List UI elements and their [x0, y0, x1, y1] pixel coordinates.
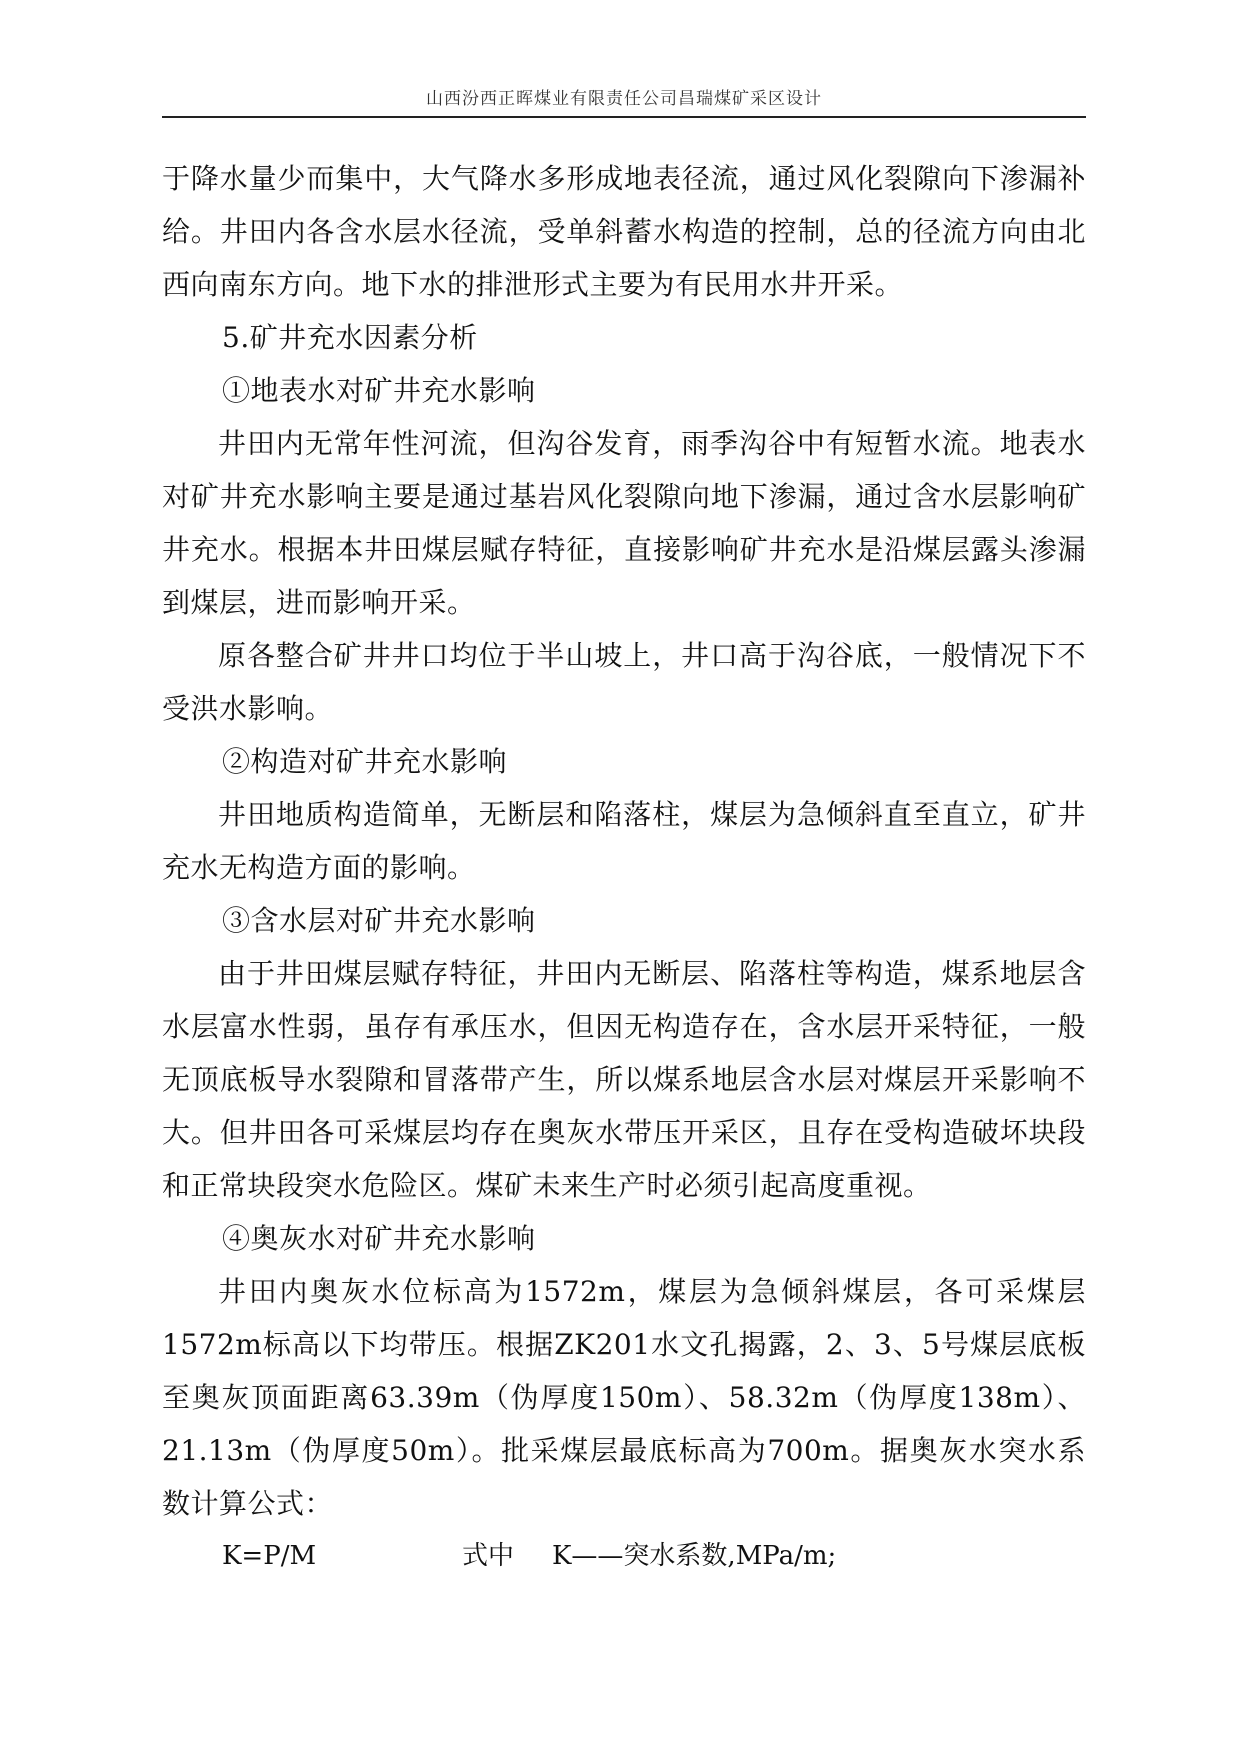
page-header	[162, 86, 1086, 118]
paragraph: 井田内无常年性河流，但沟谷发育，雨季沟谷中有短暂水流。地表水对矿井充水影响主要是通过基岩风化裂隙向地下渗漏，通过含水层影响矿井充水。根据本井田煤层赋存特征，直接影响矿井充水是沿煤层露头渗漏到煤层，进而影响开采。	[162, 427, 1086, 619]
paragraph: 于降水量少而集中，大气降水多形成地表径流，通过风化裂隙向下渗漏补给。井田内各含水层水径流，受单斜蓄水构造的控制，总的径流方向由北西向南东方向。地下水的排泄形式主要为有民用水井开采。	[162, 162, 1086, 301]
header-title: 山西汾西正晖煤业有限责任公司昌瑞煤矿采区设计	[426, 89, 822, 109]
formula-expression: K=P/M	[222, 1541, 317, 1571]
paragraph: 井田地质构造简单，无断层和陷落柱，煤层为急倾斜直至直立，矿井充水无构造方面的影响。	[162, 798, 1086, 884]
subsection-heading: ③含水层对矿井充水影响	[222, 904, 536, 937]
formula-label: 式中	[462, 1541, 515, 1571]
paragraph: 由于井田煤层赋存特征，井田内无断层、陷落柱等构造，煤系地层含水层富水性弱，虽存有承压水，但因无构造存在，含水层开采特征，一般无顶底板导水裂隙和冒落带产生，所以煤系地层含水层对煤层开采影响不大。但井田各可采煤层均存在奥灰水带压开采区，且存在受构造破坏块段和正常块段突水危险区。煤矿未来生产时必须引起高度重视。	[162, 957, 1086, 1202]
document-body	[162, 152, 1086, 1583]
subsection-heading: ①地表水对矿井充水影响	[222, 374, 536, 407]
section-heading: 5.矿井充水因素分析	[222, 321, 478, 354]
subsection-heading: ④奥灰水对矿井充水影响	[222, 1222, 536, 1255]
paragraph: 井田内奥灰水位标高为1572m，煤层为急倾斜煤层，各可采煤层1572m标高以下均带压。根据ZK201水文孔揭露，2、3、5号煤层底板至奥灰顶面距离63.39m（伪厚度150m）、58.32m（伪厚度138m）、21.13m（伪厚度50m）。批采煤层最底标高为700m。据奥灰水突水系数计算公式：	[162, 1275, 1086, 1520]
subsection-heading: ②构造对矿井充水影响	[222, 745, 508, 778]
paragraph: 原各整合矿井井口均位于半山坡上，井口高于沟谷底，一般情况下不受洪水影响。	[162, 639, 1086, 725]
formula-line	[162, 1530, 1086, 1583]
formula-definition: K——突水系数,MPa/m;	[552, 1541, 837, 1571]
